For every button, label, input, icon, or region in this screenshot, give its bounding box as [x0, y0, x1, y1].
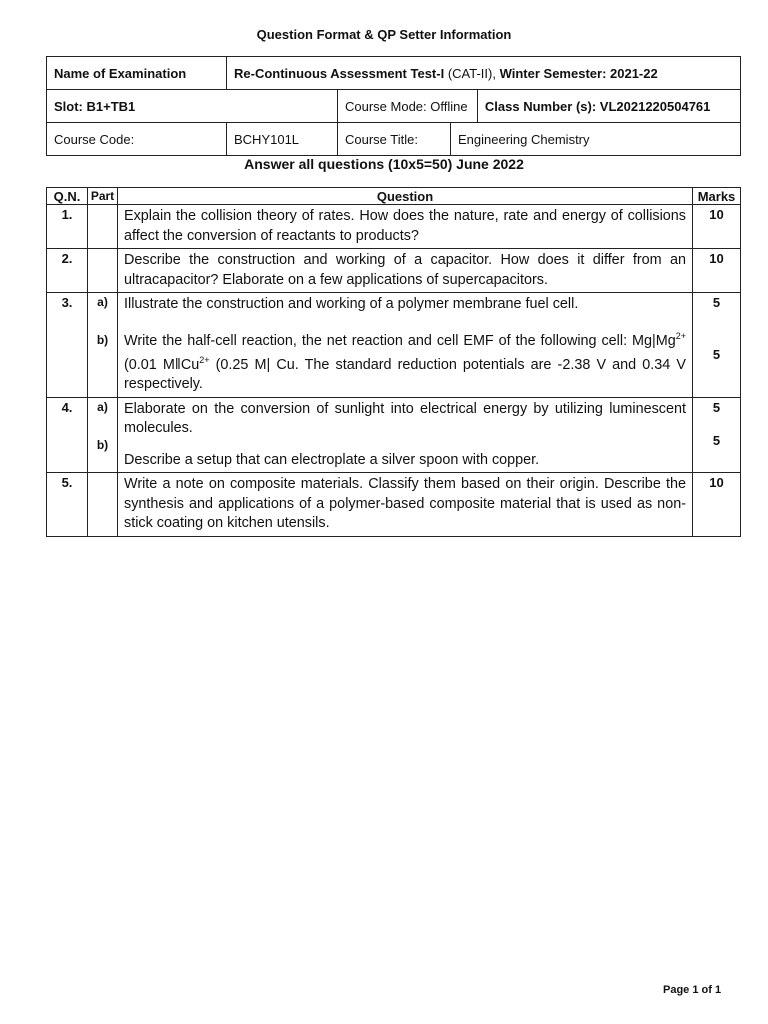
questions-table [46, 187, 741, 537]
qn-3: 3. [47, 293, 88, 398]
part-4b: b) [96, 437, 109, 452]
marks-4a: 5 [712, 399, 721, 415]
qn-5: 5. [47, 473, 88, 537]
exam-label: Name of Examination [47, 57, 227, 90]
qn-1: 1. [47, 205, 88, 249]
slot-row [47, 90, 741, 123]
questions-header [47, 188, 741, 205]
col-qn: Q.N. [47, 188, 88, 205]
question-text-2: Describe the construction and working of a capacitor. How does it differ from an ultracapacitor? Elaborate on a few applications of supercapacitors. [118, 249, 693, 293]
exam-name [227, 57, 741, 90]
question-row-4 [47, 397, 741, 473]
marks-3 [693, 293, 741, 398]
marks-2: 10 [693, 249, 741, 293]
document-title: Question Format & QP Setter Information [256, 27, 512, 42]
q3b-sup2: 2+ [199, 354, 210, 365]
part-4a: a) [97, 399, 108, 414]
exam-name-tail: Winter Semester: 2021-22 [499, 65, 658, 81]
question-row-1 [47, 205, 741, 249]
part-3b: b) [96, 333, 109, 347]
col-marks: Marks [693, 188, 741, 205]
qn-2: 2. [47, 249, 88, 293]
q3b-mid: (0.01 M‖Cu [124, 356, 200, 373]
course-code: BCHY101L [227, 123, 338, 156]
question-text-5: Write a note on composite materials. Classify them based on their origin. Describe the synthesis and applications of a polymer-based composite material that is used as non-stick coating on kitchen utensils. [118, 473, 693, 537]
question-text-4b: Describe a setup that can electroplate a silver spoon with copper. [124, 451, 540, 468]
course-title: Engineering Chemistry [451, 123, 741, 156]
page-number: Page 1 of 1 [663, 984, 722, 996]
course-mode: Course Mode: Offline [338, 90, 478, 123]
q3b-post: (0.25 M| Cu. The standard reduction potentials are -2.38 V and 0.34 V respectively. [124, 356, 686, 393]
part-1 [88, 205, 118, 249]
question-text-3a: Illustrate the construction and working of a polymer membrane fuel cell. [124, 296, 579, 312]
course-title-label: Course Title: [338, 123, 451, 156]
exam-name-bold: Re-Continuous Assessment Test-I [234, 65, 445, 81]
part-4 [88, 397, 118, 473]
exam-info-table [46, 56, 741, 156]
col-part: Part [88, 188, 118, 205]
part-3 [88, 293, 118, 398]
slot: Slot: B1+TB1 [47, 90, 338, 123]
question-text-3 [118, 293, 693, 398]
marks-4 [693, 397, 741, 473]
instructions: Answer all questions (10x5=50) June 2022 [244, 156, 524, 172]
marks-3a: 5 [712, 295, 721, 310]
question-text-4 [118, 397, 693, 473]
course-code-label: Course Code: [47, 123, 227, 156]
marks-4b: 5 [712, 432, 721, 448]
marks-3b: 5 [712, 347, 721, 362]
question-text-3b [124, 327, 686, 395]
exam-info-row [47, 57, 741, 90]
qn-4: 4. [47, 397, 88, 473]
question-text-4a: Elaborate on the conversion of sunlight into electrical energy by utilizing luminescent molecules. [124, 400, 686, 437]
part-5 [88, 473, 118, 537]
exam-name-paren: (CAT-II), [447, 65, 496, 81]
col-question: Question [118, 188, 693, 205]
question-row-5 [47, 473, 741, 537]
question-text-1: Explain the collision theory of rates. How does the nature, rate and energy of collisions affect the conversion of reactants to products? [118, 205, 693, 249]
q3b-pre: Write the half-cell reaction, the net reaction and cell EMF of the following cell: Mg|Mg [124, 332, 676, 349]
question-row-2 [47, 249, 741, 293]
part-3a: a) [97, 295, 108, 309]
marks-1: 10 [693, 205, 741, 249]
part-2 [88, 249, 118, 293]
course-row [47, 123, 741, 156]
q3b-sup1: 2+ [675, 330, 686, 341]
class-number: Class Number (s): VL2021220504761 [477, 90, 740, 123]
question-row-3 [47, 293, 741, 398]
marks-5: 10 [693, 473, 741, 537]
